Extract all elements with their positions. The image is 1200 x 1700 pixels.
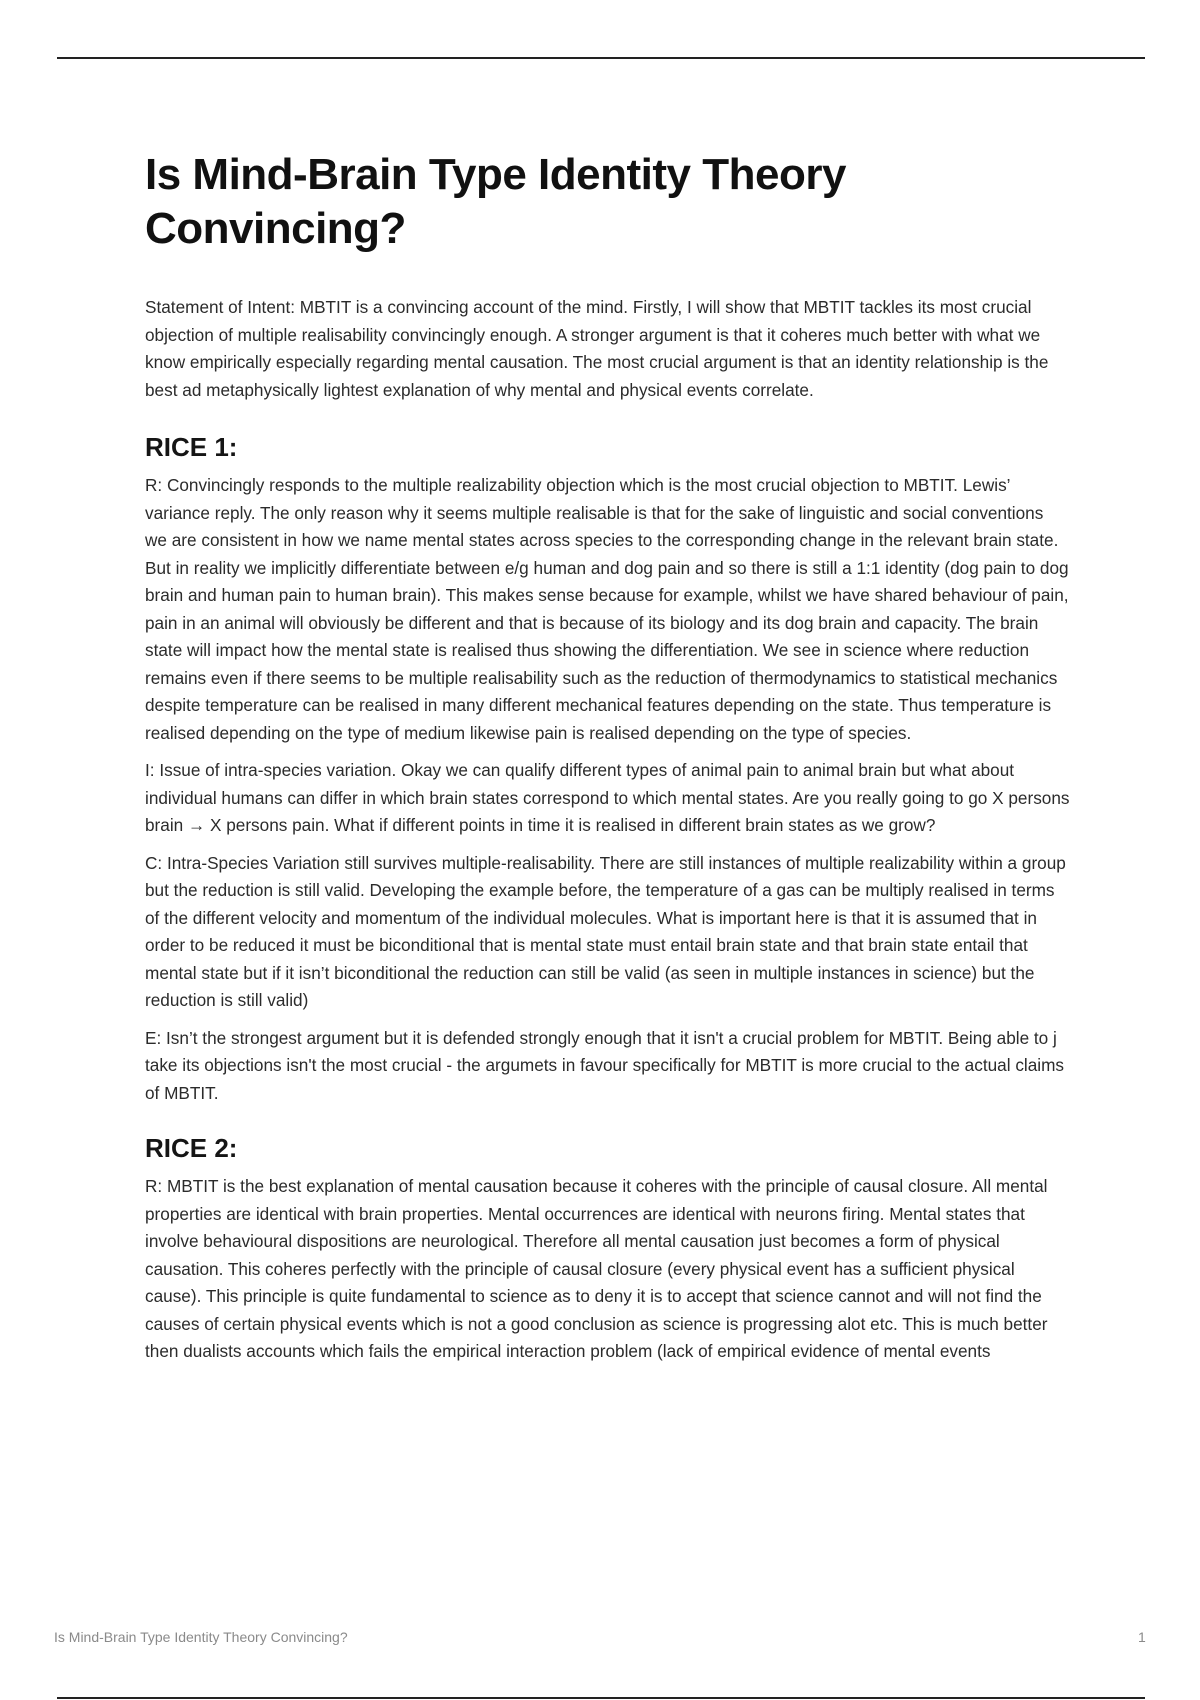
rice-1-issue: I: Issue of intra-species variation. Okay we can qualify different types of animal pain to animal brain but what about individual humans can differ in which brain states correspond to which mental states. Are you really going to go X persons brain → X persons pain. What if different points in time it is realised in different brain states as we grow? [145,760,1070,835]
rice-2-reason: R: MBTIT is the best explanation of mental causation because it coheres with the principle of causal closure. All mental properties are identical with brain properties. Mental occurrences are identical with neurons firing. Mental states that involve behavioural dispositions are neurological. Therefore all mental causation just becomes a form of physical causation. This coheres perfectly with the principle of causal closure (every physical event has a sufficient physical cause). This principle is quite fundamental to science as to deny it is to accept that science cannot and will not find the causes of certain physical events which is not a good conclusion as science is progressing alot etc. This is much better then dualists accounts which fails the empirical interaction problem (lack of empirical evidence of mental events [145,1176,1048,1361]
document-title: Is Mind-Brain Type Identity Theory Convincing? [145,150,846,253]
bottom-rule [57,1697,1145,1699]
rice-1-counter: C: Intra-Species Variation still survives multiple-realisability. There are still instances of multiple realizability within a group but the reduction is still valid. Developing the example before, the temperature of a gas can be multiply realised in terms of the different velocity and momentum of the individual molecules. What is important here is that it is assumed that in order to be reduced it must be biconditional that is mental state must entail brain state and that brain state entail that mental state but if it isn’t biconditional the reduction can still be valid (as seen in multiple instances in science) but the reduction is still valid) [145,852,1066,1010]
statement-of-intent: Statement of Intent: MBTIT is a convincing account of the mind. Firstly, I will show that MBTIT tackles its most crucial objection of multiple realisability convincingly enough. A stronger argument is that it coheres much better with what we know empirically especially regarding mental causation. The most crucial argument is that an identity relationship is the best ad metaphysically lightest explanation of why mental and physical events correlate. [145,297,1049,400]
document-body [145,148,1070,1376]
top-rule [57,57,1145,59]
rice-1-reason: R: Convincingly responds to the multiple realizability objection which is the most crucial objection to MBTIT. Lewis’ variance reply. The only reason why it seems multiple realisable is that for the sake of linguistic and social conventions we are consistent in how we name mental states across species to the corresponding change in the relevant brain state. But in reality we implicitly differentiate between e/g human and dog pain and so there is still a 1:1 identity (dog pain to dog brain and human pain to human brain). This makes sense because for example, whilst we have shared behaviour of pain, pain in an animal will obviously be different and that is because of its biology and its dog brain and capacity. The brain state will impact how the mental state is realised thus showing the differentiation. We see in science where reduction remains even if there seems to be multiple realisability such as the reduction of thermodynamics to statistical mechanics despite temperature can be realised in many different mechanical features depending on the state. Thus temperature is realised depending on the type of medium likewise pain is realised depending on the type of species. [145,475,1069,743]
page-number: 1 [1138,1629,1146,1645]
footer-title: Is Mind-Brain Type Identity Theory Convincing? [54,1629,348,1645]
rice-1-evaluation: E: Isn’t the strongest argument but it is defended strongly enough that it isn't a crucial problem for MBTIT. Being able to j take its objections isn't the most crucial - the argumets in favour specifically for MBTIT is more crucial to the actual claims of MBTIT. [145,1027,1065,1103]
rice-1-heading: RICE 1: [145,432,238,462]
rice-2-heading: RICE 2: [145,1133,238,1163]
